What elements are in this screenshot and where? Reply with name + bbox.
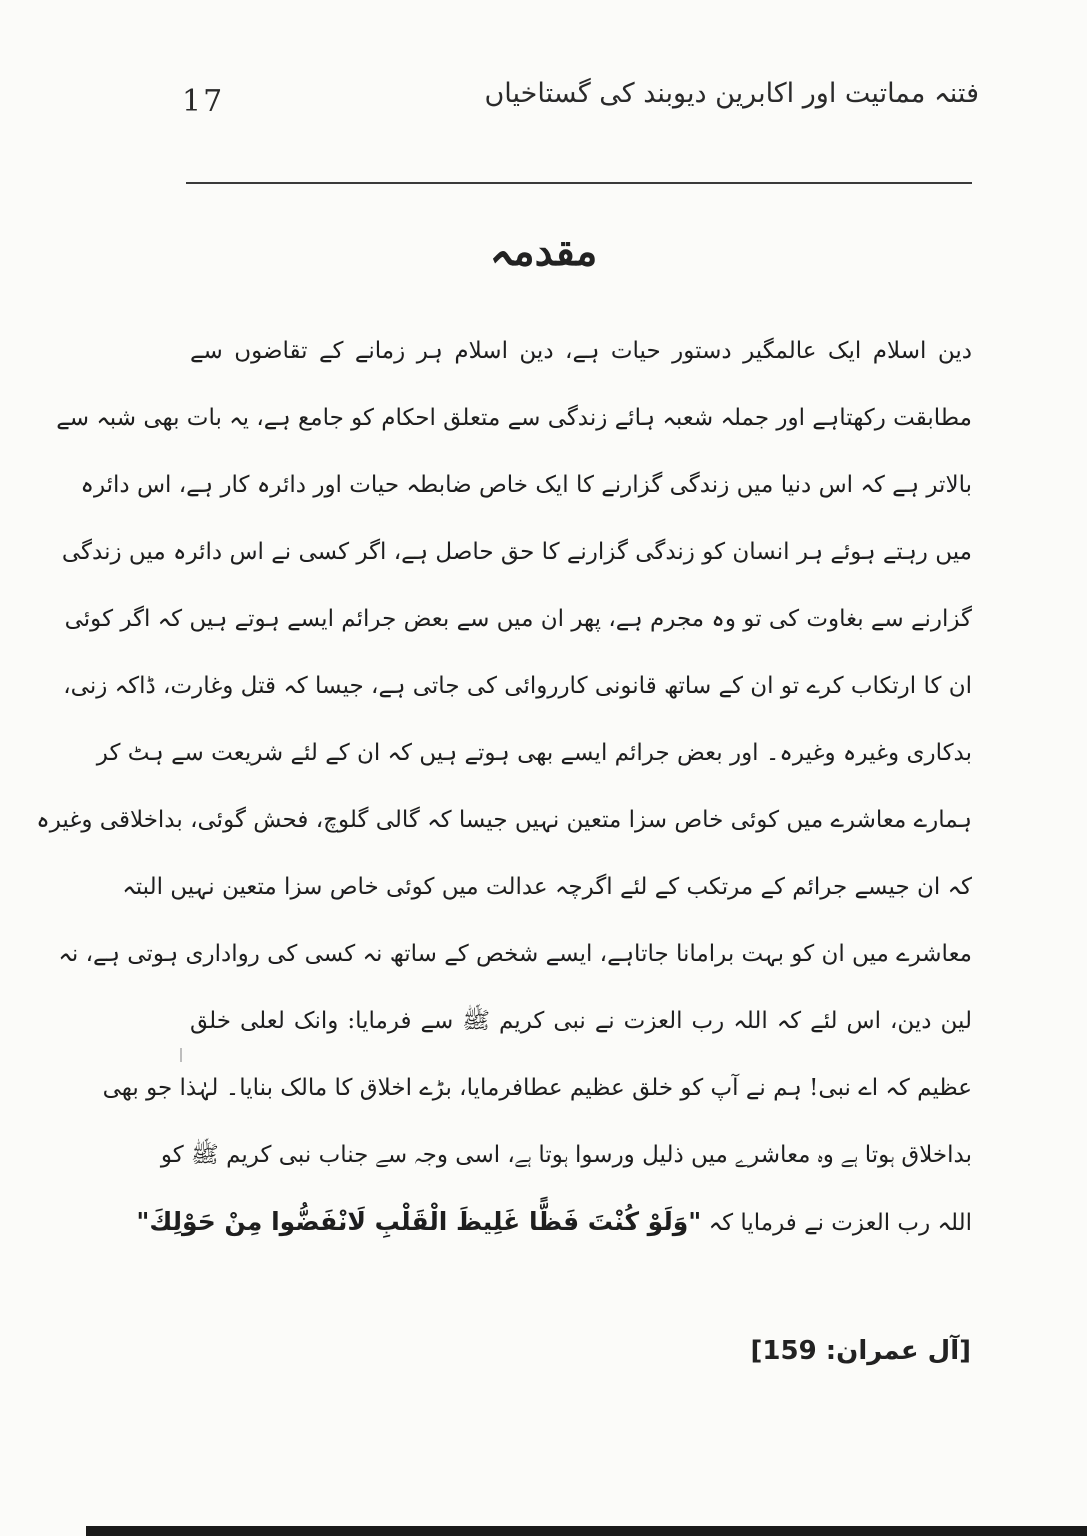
scan-artifact [180, 1048, 182, 1062]
body-line: مطابقت رکھتاہے اور جملہ شعبہ ہائے زندگی سے متعلق احکام کو جامع ہے، یہ بات بھی شبہ سے [56, 405, 972, 431]
body-line: گزارنے سے بغاوت کی تو وہ مجرم ہے، پھر ان میں سے بعض جرائم ایسے ہوتے ہیں کہ اگر کوئی [64, 606, 972, 632]
header-divider [186, 182, 972, 184]
running-header-title: فتنہ مماتیت اور اکابرین دیوبند کی گستاخیاں [484, 78, 979, 109]
body-paragraph [36, 328, 972, 1266]
body-line: معاشرے میں ان کو بہت برامانا جاتاہے، ایسے شخص کے ساتھ نہ کسی کی رواداری ہوتی ہے، نہ [58, 941, 972, 967]
body-line: ہمارے معاشرے میں کوئی خاص سزا متعین نہیں جیسا کہ گالی گلوچ، فحش گوئی، بداخلاقی وغیرہ [36, 807, 972, 833]
body-line: لین دین، اس لئے کہ اللہ رب العزت نے نبی کریم ﷺ سے فرمایا: وانک لعلی خلق [190, 1008, 972, 1034]
body-line: بالاتر ہے کہ اس دنیا میں زندگی گزارنے کا ایک خاص ضابطہ حیات اور دائرہ کار ہے، اس دائرہ [80, 472, 972, 498]
body-line: بدکاری وغیرہ وغیرہ۔ اور بعض جرائم ایسے بھی ہوتے ہیں کہ ان کے لئے شریعت سے ہٹ کر [96, 740, 972, 766]
body-line: ان کا ارتکاب کرے تو ان کے ساتھ قانونی کارروائی کی جاتی ہے، جیسا کہ قتل وغارت، ڈاکہ زنی، [63, 673, 972, 699]
body-line: عظیم کہ اے نبی! ہم نے آپ کو خلق عظیم عطافرمایا، بڑے اخلاق کا مالک بنایا۔ لہٰذا جو بھی [102, 1075, 972, 1101]
page-bottom-edge [86, 1526, 1087, 1536]
quran-verse: "وَلَوْ كُنْتَ فَظًّا غَلِيظَ الْقَلْبِ لَانْفَضُّوا مِنْ حَوْلِكَ" [136, 1207, 702, 1236]
body-line: میں رہتے ہوئے ہر انسان کو زندگی گزارنے کا حق حاصل ہے، اگر کسی نے اس دائرہ میں زندگی [61, 539, 972, 565]
final-line-prefix: اللہ رب العزت نے فرمایا کہ [708, 1210, 972, 1236]
body-line: دین اسلام ایک عالمگیر دستور حیات ہے، دین اسلام ہر زمانے کے تقاضوں سے [190, 338, 972, 364]
verse-citation: [آل عمران: 159] [750, 1336, 971, 1366]
section-title: مقدمہ [489, 228, 598, 275]
body-line: بداخلاق ہوتا ہے وہ معاشرے میں ذلیل ورسوا ہوتا ہے، اسی وجہ سے جناب نبی کریم ﷺ کو [160, 1142, 972, 1168]
page-number: 17 [182, 84, 225, 119]
body-line-final [136, 1199, 972, 1266]
body-line: کہ ان جیسے جرائم کے مرتکب کے لئے اگرچہ عدالت میں کوئی خاص سزا متعین نہیں البتہ [122, 874, 972, 900]
